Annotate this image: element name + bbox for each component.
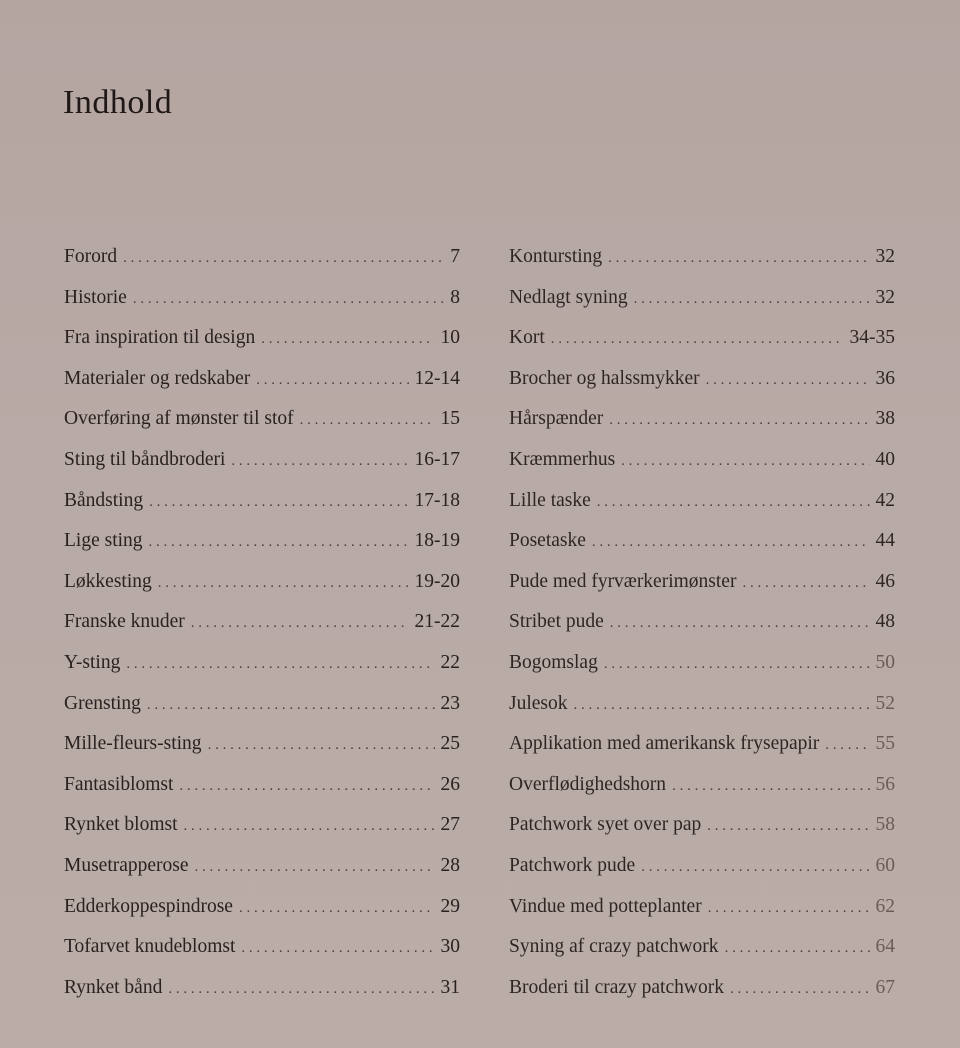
dot-leader <box>604 656 870 673</box>
dot-leader <box>621 453 869 470</box>
toc-entry <box>64 368 460 409</box>
toc-entry <box>64 408 460 449</box>
toc-entry-page: 19-20 <box>414 570 460 592</box>
dot-leader <box>208 737 435 754</box>
toc-entry <box>509 530 895 571</box>
toc-entry-label: Posetaske <box>509 530 586 552</box>
toc-entry-label: Stribet pude <box>509 611 604 633</box>
toc-entry <box>64 449 460 490</box>
dot-leader <box>123 250 444 267</box>
toc-entry-label: Kræmmerhus <box>509 448 616 470</box>
toc-entry-label: Franske knuder <box>64 611 185 633</box>
dot-leader <box>608 250 869 267</box>
toc-entry-page: 23 <box>440 692 460 714</box>
toc-entry-label: Overflødighedshorn <box>509 773 667 795</box>
toc-entry <box>64 490 460 531</box>
toc-entry-page: 7 <box>450 246 460 267</box>
toc-entry <box>509 611 895 652</box>
toc-entry <box>64 977 460 1018</box>
toc-entry <box>64 287 460 328</box>
dot-leader <box>725 940 870 957</box>
toc-entry-label: Overføring af mønster til stof <box>64 408 294 430</box>
toc-entry-label: Edderkoppespindrose <box>64 895 233 917</box>
toc-entry-page: 18-19 <box>414 530 460 552</box>
toc-entry-page: 40 <box>875 448 895 470</box>
toc-entry-page: 55 <box>875 733 895 755</box>
toc-left-column <box>64 246 460 1017</box>
toc-entry <box>509 327 895 368</box>
toc-entry <box>64 530 460 571</box>
toc-entry <box>509 449 895 490</box>
dot-leader <box>126 656 434 673</box>
toc-entry-label: Vindue med potteplanter <box>509 895 702 917</box>
toc-entry-label: Bogomslag <box>509 651 598 673</box>
toc-entry-page: 62 <box>875 895 895 917</box>
toc-entry-page: 30 <box>440 936 460 958</box>
toc-entry-page: 16-17 <box>414 448 460 470</box>
toc-entry-page: 58 <box>875 814 895 836</box>
dot-leader <box>708 900 870 917</box>
toc-entry-label: Fra inspiration til design <box>64 327 256 349</box>
toc-entry-page: 56 <box>875 773 895 795</box>
toc-entry-label: Sting til båndbroderi <box>64 448 226 470</box>
toc-entry <box>509 693 895 734</box>
toc-entry-label: Båndsting <box>64 489 144 511</box>
toc-entry-label: Forord <box>64 246 118 267</box>
toc-entry-label: Applikation med amerikansk frysepapir <box>509 733 820 755</box>
toc-entry-page: 32 <box>875 246 895 267</box>
toc-entry <box>64 855 460 896</box>
toc-entry-label: Brocher og halssmykker <box>509 367 700 389</box>
toc-entry <box>64 571 460 612</box>
toc-entry <box>64 652 460 693</box>
toc-entry-page: 10 <box>440 327 460 349</box>
page-title: Indhold <box>63 84 173 121</box>
toc-entry-label: Lige sting <box>64 530 143 552</box>
toc-entry-label: Kort <box>509 327 545 349</box>
dot-leader <box>195 859 435 876</box>
toc-entry-label: Syning af crazy patchwork <box>509 936 719 958</box>
toc-entry-page: 31 <box>440 976 460 998</box>
dot-leader <box>239 900 435 917</box>
dot-leader <box>551 331 844 348</box>
toc-entry-page: 28 <box>440 854 460 876</box>
dot-leader <box>133 291 444 308</box>
toc-entry-label: Fantasiblomst <box>64 773 174 795</box>
toc-entry <box>509 368 895 409</box>
dot-leader <box>592 534 870 551</box>
dot-leader <box>261 331 434 348</box>
toc-entry-label: Nedlagt syning <box>509 286 628 308</box>
toc-entry <box>509 246 895 287</box>
toc-entry-page: 29 <box>440 895 460 917</box>
toc-entry-label: Broderi til crazy patchwork <box>509 976 724 998</box>
toc-entry <box>509 733 895 774</box>
dot-leader <box>610 615 870 632</box>
toc-entry <box>509 855 895 896</box>
toc-entry-label: Musetrapperose <box>64 854 189 876</box>
toc-entry-label: Patchwork pude <box>509 854 636 876</box>
toc-entry-page: 34-35 <box>849 327 895 349</box>
toc-entry-label: Rynket bånd <box>64 976 163 998</box>
dot-leader <box>825 737 869 754</box>
dot-leader <box>641 859 869 876</box>
toc-right-column <box>509 246 895 1017</box>
toc-entry <box>64 774 460 815</box>
toc-entry-page: 26 <box>440 773 460 795</box>
toc-entry-label: Kontursting <box>509 246 603 267</box>
toc-entry-page: 17-18 <box>414 489 460 511</box>
dot-leader <box>706 372 870 389</box>
toc-entry-page: 25 <box>440 733 460 755</box>
dot-leader <box>574 697 870 714</box>
toc-entry-label: Patchwork syet over pap <box>509 814 702 836</box>
toc-entry <box>509 896 895 937</box>
dot-leader <box>609 412 869 429</box>
dot-leader <box>231 453 408 470</box>
toc-entry-label: Grensting <box>64 692 141 714</box>
toc-entry <box>509 408 895 449</box>
dot-leader <box>672 778 869 795</box>
toc-entry-page: 64 <box>875 936 895 958</box>
dot-leader <box>179 778 434 795</box>
toc-entry-page: 36 <box>875 367 895 389</box>
toc-entry-label: Historie <box>64 286 127 308</box>
toc-entry <box>509 936 895 977</box>
toc-entry <box>509 977 895 1018</box>
toc-entry <box>509 571 895 612</box>
toc-entry-page: 46 <box>875 570 895 592</box>
dot-leader <box>742 575 869 592</box>
toc-entry <box>509 287 895 328</box>
dot-leader <box>149 494 408 511</box>
toc-entry-label: Tofarvet knudeblomst <box>64 936 236 958</box>
toc-entry-page: 22 <box>440 651 460 673</box>
toc-entry-page: 50 <box>875 651 895 673</box>
toc-entry-page: 48 <box>875 611 895 633</box>
toc-entry-label: Lille taske <box>509 489 591 511</box>
dot-leader <box>634 291 870 308</box>
toc-entry <box>509 490 895 531</box>
toc-entry-page: 42 <box>875 489 895 511</box>
toc-entry-page: 67 <box>875 976 895 998</box>
toc-entry-page: 8 <box>450 286 460 308</box>
dot-leader <box>707 818 869 835</box>
dot-leader <box>147 697 435 714</box>
toc-entry <box>64 327 460 368</box>
toc-entry-page: 32 <box>875 286 895 308</box>
toc-entry-page: 38 <box>875 408 895 430</box>
toc-entry-label: Julesok <box>509 692 568 714</box>
toc-entry-label: Hårspænder <box>509 408 604 430</box>
toc-entry-label: Løkkesting <box>64 570 152 592</box>
toc-entry-page: 21-22 <box>414 611 460 633</box>
dot-leader <box>597 494 870 511</box>
dot-leader <box>168 981 434 998</box>
dot-leader <box>149 534 409 551</box>
toc-entry-label: Y-sting <box>64 651 121 673</box>
toc-entry <box>64 733 460 774</box>
dot-leader <box>730 981 870 998</box>
toc-entry <box>509 814 895 855</box>
toc-entry <box>64 896 460 937</box>
dot-leader <box>256 372 408 389</box>
dot-leader <box>191 615 409 632</box>
toc-entry-label: Rynket blomst <box>64 814 178 836</box>
toc-entry-label: Mille-fleurs-sting <box>64 733 202 755</box>
toc-entry-page: 27 <box>440 814 460 836</box>
toc-entry-label: Pude med fyrværkerimønster <box>509 570 737 592</box>
toc-entry <box>509 774 895 815</box>
toc-entry-label: Materialer og redskaber <box>64 367 251 389</box>
toc-entry <box>64 246 460 287</box>
toc-entry <box>509 652 895 693</box>
dot-leader <box>300 412 435 429</box>
toc-entry <box>64 693 460 734</box>
toc-entry-page: 12-14 <box>414 367 460 389</box>
toc-entry-page: 44 <box>875 530 895 552</box>
toc-entry <box>64 936 460 977</box>
toc-entry-page: 52 <box>875 692 895 714</box>
dot-leader <box>241 940 434 957</box>
dot-leader <box>158 575 409 592</box>
toc-entry <box>64 814 460 855</box>
toc-entry-page: 60 <box>875 854 895 876</box>
toc-entry <box>64 611 460 652</box>
dot-leader <box>184 818 435 835</box>
toc-entry-page: 15 <box>440 408 460 430</box>
